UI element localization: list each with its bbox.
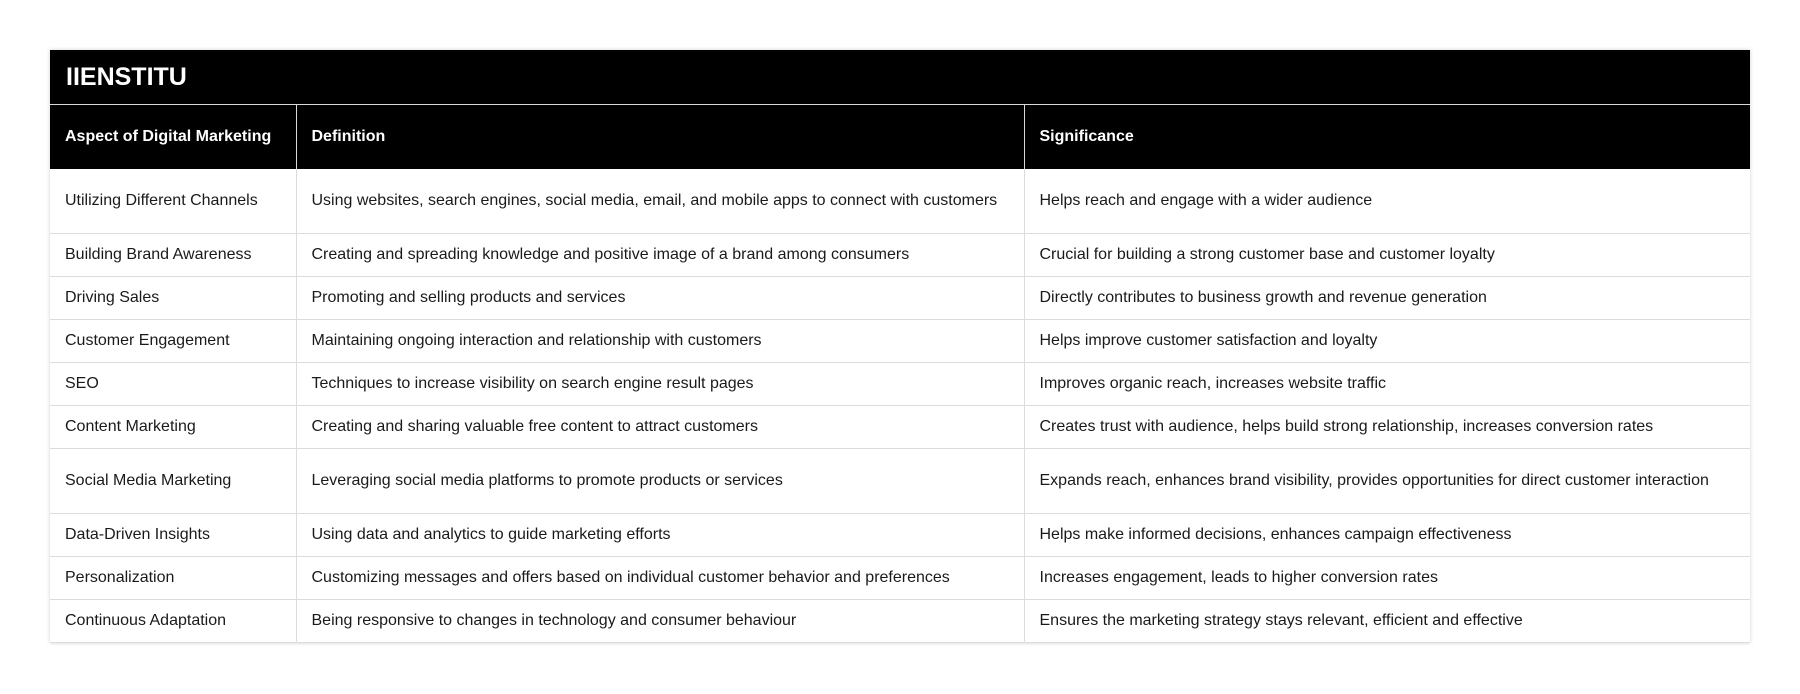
table-row <box>50 514 1750 557</box>
cell-definition: Creating and spreading knowledge and positive image of a brand among consumers <box>296 234 1024 277</box>
table-row <box>50 234 1750 277</box>
cell-definition: Maintaining ongoing interaction and relationship with customers <box>296 320 1024 363</box>
cell-aspect: Driving Sales <box>50 277 296 320</box>
cell-significance: Crucial for building a strong customer base and customer loyalty <box>1024 234 1750 277</box>
cell-significance: Helps reach and engage with a wider audience <box>1024 169 1750 234</box>
cell-aspect: Continuous Adaptation <box>50 600 296 643</box>
cell-aspect: Social Media Marketing <box>50 449 296 514</box>
header-aspect: Aspect of Digital Marketing <box>50 105 296 169</box>
cell-aspect: Personalization <box>50 557 296 600</box>
cell-aspect: SEO <box>50 363 296 406</box>
cell-significance: Expands reach, enhances brand visibility, provides opportunities for direct customer interaction <box>1024 449 1750 514</box>
table-title: IIENSTITU <box>50 50 1750 104</box>
cell-aspect: Content Marketing <box>50 406 296 449</box>
header-significance: Significance <box>1024 105 1750 169</box>
cell-significance: Ensures the marketing strategy stays relevant, efficient and effective <box>1024 600 1750 643</box>
cell-definition: Using websites, search engines, social media, email, and mobile apps to connect with customers <box>296 169 1024 234</box>
cell-aspect: Building Brand Awareness <box>50 234 296 277</box>
table-row <box>50 449 1750 514</box>
cell-significance: Improves organic reach, increases website traffic <box>1024 363 1750 406</box>
cell-definition: Promoting and selling products and services <box>296 277 1024 320</box>
cell-definition: Techniques to increase visibility on search engine result pages <box>296 363 1024 406</box>
cell-definition: Being responsive to changes in technology and consumer behaviour <box>296 600 1024 643</box>
header-definition: Definition <box>296 105 1024 169</box>
cell-definition: Using data and analytics to guide marketing efforts <box>296 514 1024 557</box>
table-row <box>50 277 1750 320</box>
cell-definition: Customizing messages and offers based on individual customer behavior and preferences <box>296 557 1024 600</box>
digital-marketing-table <box>50 50 1750 643</box>
table-row <box>50 363 1750 406</box>
cell-significance: Directly contributes to business growth and revenue generation <box>1024 277 1750 320</box>
table-row <box>50 557 1750 600</box>
cell-significance: Creates trust with audience, helps build strong relationship, increases conversion rates <box>1024 406 1750 449</box>
table-row <box>50 406 1750 449</box>
table-row <box>50 600 1750 643</box>
header-row <box>50 105 1750 169</box>
cell-significance: Helps improve customer satisfaction and loyalty <box>1024 320 1750 363</box>
cell-aspect: Data-Driven Insights <box>50 514 296 557</box>
table-row <box>50 169 1750 234</box>
table-row <box>50 320 1750 363</box>
cell-aspect: Utilizing Different Channels <box>50 169 296 234</box>
cell-aspect: Customer Engagement <box>50 320 296 363</box>
cell-definition: Leveraging social media platforms to promote products or services <box>296 449 1024 514</box>
cell-significance: Increases engagement, leads to higher conversion rates <box>1024 557 1750 600</box>
cell-definition: Creating and sharing valuable free content to attract customers <box>296 406 1024 449</box>
cell-significance: Helps make informed decisions, enhances campaign effectiveness <box>1024 514 1750 557</box>
data-table-container <box>50 50 1750 643</box>
